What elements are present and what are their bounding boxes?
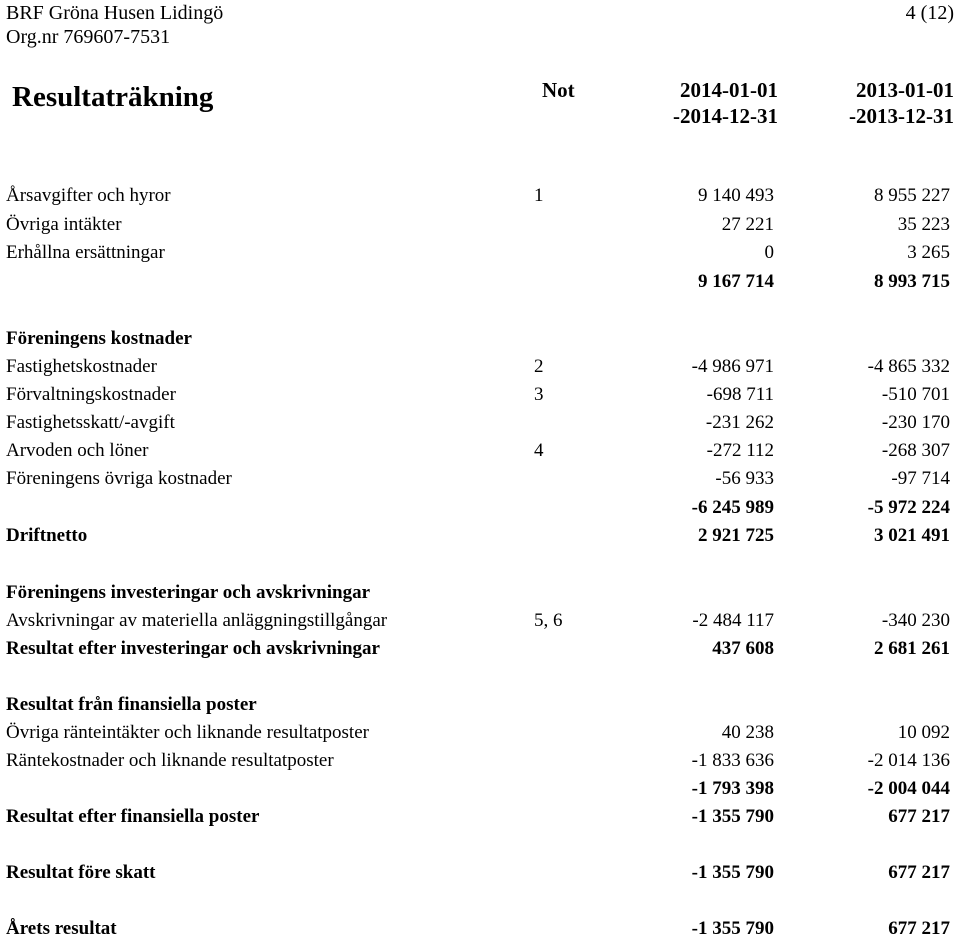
total-row xyxy=(0,916,960,942)
column-header-previous-end: -2013-12-31 xyxy=(849,104,954,128)
row-label: Föreningens investeringar och avskrivningar xyxy=(6,582,371,603)
row-value-previous: -268 307 xyxy=(881,440,950,461)
row-label: Föreningens övriga kostnader xyxy=(6,468,232,489)
row-value-previous: -97 714 xyxy=(891,468,950,489)
row-value-current: -4 986 971 xyxy=(691,356,774,377)
section-heading-row xyxy=(0,692,960,718)
column-header-current-start: 2014-01-01 xyxy=(680,78,778,102)
total-row xyxy=(0,804,960,830)
statement-row xyxy=(0,382,960,408)
row-value-previous: 8 993 715 xyxy=(874,271,950,292)
row-value-current: -1 355 790 xyxy=(691,862,774,883)
row-label: Driftnetto xyxy=(6,525,88,546)
org-number: Org.nr 769607-7531 xyxy=(6,26,171,48)
statement-title: Resultaträkning xyxy=(12,81,214,113)
subtotal-row xyxy=(0,269,960,295)
row-value-previous: 10 092 xyxy=(897,722,950,743)
row-value-previous: -4 865 332 xyxy=(867,356,950,377)
row-label: Resultat efter finansiella poster xyxy=(6,806,260,827)
row-note: 2 xyxy=(534,356,544,377)
row-note: 3 xyxy=(534,384,544,405)
row-value-previous: -340 230 xyxy=(881,610,950,631)
row-value-previous: 3 265 xyxy=(907,242,950,263)
statement-row xyxy=(0,410,960,436)
row-value-previous: 8 955 227 xyxy=(874,185,950,206)
statement-row xyxy=(0,240,960,266)
total-row xyxy=(0,636,960,662)
statement-row xyxy=(0,438,960,464)
row-label: Erhållna ersättningar xyxy=(6,242,165,263)
subtotal-row xyxy=(0,776,960,802)
row-label: Övriga intäkter xyxy=(6,214,122,235)
row-value-previous: -510 701 xyxy=(881,384,950,405)
row-value-current: -1 355 790 xyxy=(691,806,774,827)
row-value-current: -1 833 636 xyxy=(691,750,774,771)
row-value-previous: 677 217 xyxy=(888,862,950,883)
row-label: Räntekostnader och liknande resultatposter xyxy=(6,750,334,771)
row-value-current: -1 355 790 xyxy=(691,918,774,939)
row-value-previous: -5 972 224 xyxy=(867,497,950,518)
row-value-previous: 677 217 xyxy=(888,806,950,827)
subtotal-row xyxy=(0,495,960,521)
section-heading-row xyxy=(0,326,960,352)
page-number: 4 (12) xyxy=(905,2,954,24)
row-value-previous: 677 217 xyxy=(888,918,950,939)
row-value-previous: 35 223 xyxy=(897,214,950,235)
row-label: Årets resultat xyxy=(6,918,117,939)
row-value-current: -698 711 xyxy=(706,384,774,405)
row-note: 1 xyxy=(534,185,544,206)
org-name: BRF Gröna Husen Lidingö xyxy=(6,2,224,24)
statement-row xyxy=(0,748,960,774)
statement-row xyxy=(0,354,960,380)
row-value-previous: 3 021 491 xyxy=(874,525,950,546)
row-label: Avskrivningar av materiella anläggningstillgångar xyxy=(6,610,388,631)
row-value-current: 2 921 725 xyxy=(698,525,774,546)
row-value-current: 437 608 xyxy=(712,638,774,659)
row-note: 4 xyxy=(534,440,544,461)
row-value-current: 9 167 714 xyxy=(698,271,774,292)
row-label: Resultat från finansiella poster xyxy=(6,694,257,715)
section-heading-row xyxy=(0,580,960,606)
row-value-current: -231 262 xyxy=(705,412,774,433)
row-label: Arvoden och löner xyxy=(6,440,149,461)
row-label: Förvaltningskostnader xyxy=(6,384,176,405)
column-header-previous-start: 2013-01-01 xyxy=(856,78,954,102)
total-row xyxy=(0,523,960,549)
row-label: Övriga ränteintäkter och liknande resultatposter xyxy=(6,722,369,743)
statement-row xyxy=(0,212,960,238)
column-header-current-end: -2014-12-31 xyxy=(673,104,778,128)
row-value-current: 9 140 493 xyxy=(698,185,774,206)
row-note: 5, 6 xyxy=(534,610,563,631)
row-value-current: -1 793 398 xyxy=(691,778,774,799)
column-header-note: Not xyxy=(542,78,575,102)
row-value-current: -272 112 xyxy=(706,440,774,461)
row-value-current: -56 933 xyxy=(715,468,774,489)
row-value-previous: -230 170 xyxy=(881,412,950,433)
total-row xyxy=(0,860,960,886)
row-label: Årsavgifter och hyror xyxy=(6,185,171,206)
row-value-current: 0 xyxy=(764,242,774,263)
row-value-current: -2 484 117 xyxy=(692,610,774,631)
row-label: Resultat efter investeringar och avskrivningar xyxy=(6,638,380,659)
statement-row xyxy=(0,608,960,634)
row-label: Fastighetsskatt/-avgift xyxy=(6,412,175,433)
statement-row xyxy=(0,720,960,746)
statement-row xyxy=(0,466,960,492)
row-value-current: 40 238 xyxy=(721,722,774,743)
row-value-current: 27 221 xyxy=(721,214,774,235)
row-value-previous: -2 014 136 xyxy=(867,750,950,771)
row-value-previous: 2 681 261 xyxy=(874,638,950,659)
row-label: Fastighetskostnader xyxy=(6,356,157,377)
row-value-current: -6 245 989 xyxy=(691,497,774,518)
row-value-previous: -2 004 044 xyxy=(867,778,950,799)
row-label: Resultat före skatt xyxy=(6,862,156,883)
statement-row xyxy=(0,183,960,209)
row-label: Föreningens kostnader xyxy=(6,328,192,349)
